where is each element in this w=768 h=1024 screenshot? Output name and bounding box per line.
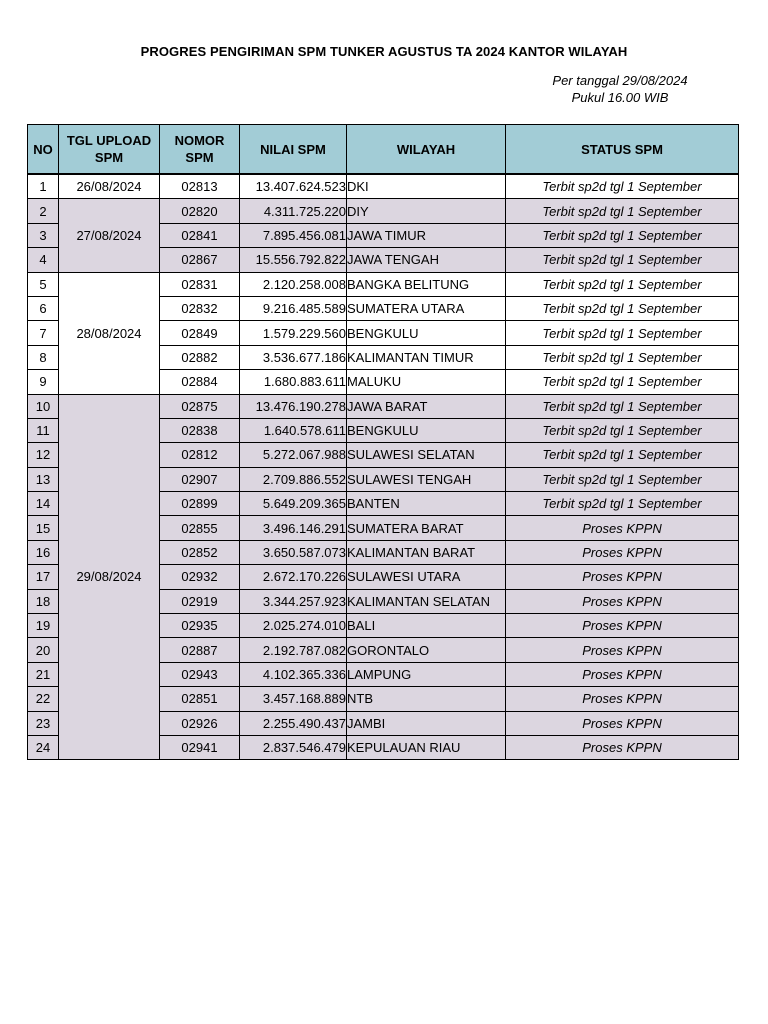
spm-value: 2.120.258.008 — [240, 272, 347, 296]
col-header-nomor-spm: NOMOR SPM — [160, 125, 240, 175]
spm-number: 02841 — [160, 223, 240, 247]
spm-number: 02943 — [160, 662, 240, 686]
spm-status: Terbit sp2d tgl 1 September — [506, 492, 739, 516]
region-name: DKI — [347, 174, 506, 199]
spm-status: Terbit sp2d tgl 1 September — [506, 223, 739, 247]
spm-value: 7.895.456.081 — [240, 223, 347, 247]
spm-number: 02812 — [160, 443, 240, 467]
spm-status: Proses KPPN — [506, 614, 739, 638]
spm-status: Terbit sp2d tgl 1 September — [506, 345, 739, 369]
region-name: SUMATERA BARAT — [347, 516, 506, 540]
spm-value: 3.650.587.073 — [240, 540, 347, 564]
spm-value: 3.496.146.291 — [240, 516, 347, 540]
spm-number: 02884 — [160, 370, 240, 394]
spm-status: Terbit sp2d tgl 1 September — [506, 199, 739, 223]
row-number: 4 — [28, 248, 59, 272]
spm-value: 13.476.190.278 — [240, 394, 347, 418]
spm-status: Terbit sp2d tgl 1 September — [506, 443, 739, 467]
spm-number: 02875 — [160, 394, 240, 418]
spm-status: Proses KPPN — [506, 540, 739, 564]
spm-status: Terbit sp2d tgl 1 September — [506, 370, 739, 394]
spm-number: 02941 — [160, 735, 240, 759]
region-name: JAWA TENGAH — [347, 248, 506, 272]
spm-value: 2.255.490.437 — [240, 711, 347, 735]
upload-date-cell: 28/08/2024 — [59, 272, 160, 394]
region-name: SUMATERA UTARA — [347, 296, 506, 320]
spm-value: 5.272.067.988 — [240, 443, 347, 467]
region-name: KALIMANTAN BARAT — [347, 540, 506, 564]
row-number: 10 — [28, 394, 59, 418]
spm-number: 02907 — [160, 467, 240, 491]
spm-number: 02926 — [160, 711, 240, 735]
upload-date-cell: 29/08/2024 — [59, 394, 160, 760]
spm-number: 02813 — [160, 174, 240, 199]
region-name: JAMBI — [347, 711, 506, 735]
row-number: 8 — [28, 345, 59, 369]
region-name: BENGKULU — [347, 418, 506, 442]
row-number: 16 — [28, 540, 59, 564]
row-number: 12 — [28, 443, 59, 467]
spm-value: 2.192.787.082 — [240, 638, 347, 662]
col-header-wilayah: WILAYAH — [347, 125, 506, 175]
spm-value: 3.536.677.186 — [240, 345, 347, 369]
row-number: 19 — [28, 614, 59, 638]
region-name: GORONTALO — [347, 638, 506, 662]
spm-number: 02932 — [160, 565, 240, 589]
region-name: LAMPUNG — [347, 662, 506, 686]
spm-number: 02855 — [160, 516, 240, 540]
spm-status: Proses KPPN — [506, 638, 739, 662]
spm-status: Proses KPPN — [506, 711, 739, 735]
spm-value: 4.102.365.336 — [240, 662, 347, 686]
per-tanggal-text: Per tanggal 29/08/2024 — [552, 73, 688, 88]
region-name: BALI — [347, 614, 506, 638]
spm-value: 2.025.274.010 — [240, 614, 347, 638]
region-name: KEPULAUAN RIAU — [347, 735, 506, 759]
spm-number: 02899 — [160, 492, 240, 516]
row-number: 5 — [28, 272, 59, 296]
col-header-tgl-upload: TGL UPLOAD SPM — [59, 125, 160, 175]
row-number: 21 — [28, 662, 59, 686]
region-name: JAWA BARAT — [347, 394, 506, 418]
spm-number: 02935 — [160, 614, 240, 638]
spm-value: 13.407.624.523 — [240, 174, 347, 199]
upload-date-cell: 26/08/2024 — [59, 174, 160, 199]
spm-value: 15.556.792.822 — [240, 248, 347, 272]
spm-number: 02919 — [160, 589, 240, 613]
spm-number: 02887 — [160, 638, 240, 662]
col-header-status-spm: STATUS SPM — [506, 125, 739, 175]
pukul-text: Pukul 16.00 WIB — [571, 90, 669, 105]
row-number: 22 — [28, 687, 59, 711]
region-name: KALIMANTAN TIMUR — [347, 345, 506, 369]
region-name: BANGKA BELITUNG — [347, 272, 506, 296]
spm-status: Terbit sp2d tgl 1 September — [506, 467, 739, 491]
row-number: 7 — [28, 321, 59, 345]
spm-value: 3.344.257.923 — [240, 589, 347, 613]
region-name: BANTEN — [347, 492, 506, 516]
row-number: 23 — [28, 711, 59, 735]
spm-status: Proses KPPN — [506, 589, 739, 613]
spm-status: Terbit sp2d tgl 1 September — [506, 296, 739, 320]
spm-value: 2.837.546.479 — [240, 735, 347, 759]
row-number: 17 — [28, 565, 59, 589]
spm-value: 2.709.886.552 — [240, 467, 347, 491]
spm-status: Terbit sp2d tgl 1 September — [506, 321, 739, 345]
row-number: 18 — [28, 589, 59, 613]
header-row — [28, 125, 739, 175]
region-name: JAWA TIMUR — [347, 223, 506, 247]
spm-value: 2.672.170.226 — [240, 565, 347, 589]
table-body — [28, 174, 739, 760]
table-row — [28, 394, 739, 418]
spm-value: 9.216.485.589 — [240, 296, 347, 320]
table-row — [28, 272, 739, 296]
row-number: 9 — [28, 370, 59, 394]
spm-status: Proses KPPN — [506, 735, 739, 759]
table-row — [28, 199, 739, 223]
spm-value: 1.680.883.611 — [240, 370, 347, 394]
table-header — [28, 125, 739, 175]
row-number: 20 — [28, 638, 59, 662]
spm-value: 5.649.209.365 — [240, 492, 347, 516]
col-header-no: NO — [28, 125, 59, 175]
row-number: 11 — [28, 418, 59, 442]
row-number: 14 — [28, 492, 59, 516]
region-name: MALUKU — [347, 370, 506, 394]
region-name: SULAWESI UTARA — [347, 565, 506, 589]
spm-status: Terbit sp2d tgl 1 September — [506, 174, 739, 199]
region-name: DIY — [347, 199, 506, 223]
region-name: SULAWESI SELATAN — [347, 443, 506, 467]
spm-number: 02882 — [160, 345, 240, 369]
region-name: BENGKULU — [347, 321, 506, 345]
report-timestamp — [530, 72, 710, 106]
row-number: 1 — [28, 174, 59, 199]
spm-value: 1.579.229.560 — [240, 321, 347, 345]
spm-number: 02867 — [160, 248, 240, 272]
spm-status: Terbit sp2d tgl 1 September — [506, 394, 739, 418]
spm-number: 02851 — [160, 687, 240, 711]
spm-value: 4.311.725.220 — [240, 199, 347, 223]
spm-status: Terbit sp2d tgl 1 September — [506, 418, 739, 442]
region-name: NTB — [347, 687, 506, 711]
spm-number: 02832 — [160, 296, 240, 320]
spm-value: 3.457.168.889 — [240, 687, 347, 711]
spm-status: Proses KPPN — [506, 662, 739, 686]
col-header-nilai-spm: NILAI SPM — [240, 125, 347, 175]
spm-status: Terbit sp2d tgl 1 September — [506, 248, 739, 272]
spm-value: 1.640.578.611 — [240, 418, 347, 442]
spm-status: Terbit sp2d tgl 1 September — [506, 272, 739, 296]
upload-date-cell: 27/08/2024 — [59, 199, 160, 272]
spm-progress-table — [27, 124, 739, 760]
region-name: SULAWESI TENGAH — [347, 467, 506, 491]
row-number: 13 — [28, 467, 59, 491]
spm-number: 02820 — [160, 199, 240, 223]
spm-number: 02852 — [160, 540, 240, 564]
row-number: 6 — [28, 296, 59, 320]
row-number: 3 — [28, 223, 59, 247]
row-number: 2 — [28, 199, 59, 223]
spm-status: Proses KPPN — [506, 565, 739, 589]
table-row — [28, 174, 739, 199]
report-title: PROGRES PENGIRIMAN SPM TUNKER AGUSTUS TA 2024 KANTOR WILAYAH — [140, 44, 628, 59]
spm-status: Proses KPPN — [506, 516, 739, 540]
row-number: 24 — [28, 735, 59, 759]
row-number: 15 — [28, 516, 59, 540]
spm-number: 02831 — [160, 272, 240, 296]
spm-number: 02849 — [160, 321, 240, 345]
region-name: KALIMANTAN SELATAN — [347, 589, 506, 613]
spm-number: 02838 — [160, 418, 240, 442]
spm-status: Proses KPPN — [506, 687, 739, 711]
